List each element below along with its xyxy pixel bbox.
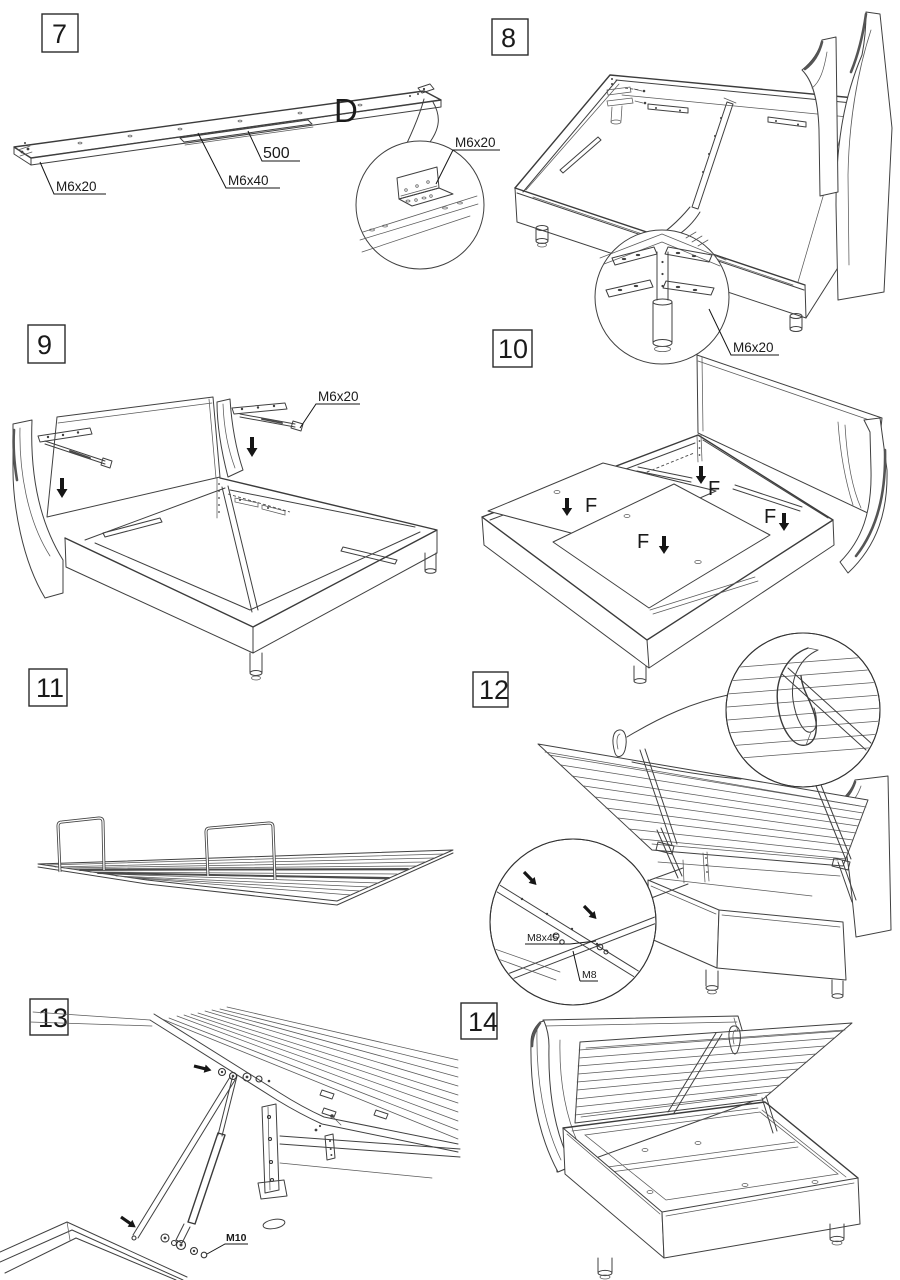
hw-m6x20-left-text: M6x20 [56,179,97,194]
center-rail [222,486,258,612]
panel-letter-f4: F [764,506,777,528]
hw-m8x45-text: M8x45 [527,932,559,944]
bolt-arrow [119,1214,139,1231]
center-support-rail [692,98,736,209]
label-m6x20-left [40,162,106,194]
lift-mechanism-detail [0,1007,460,1280]
hw-m6x20-step9-text: M6x20 [318,389,359,404]
dimension-text: 500 [263,145,290,162]
part-letter-d: D [334,92,358,129]
down-arrow [696,466,706,484]
bolt-arrow [193,1062,212,1075]
down-arrow [247,437,258,457]
beam-d-drawing [14,84,441,165]
step-8 [492,12,892,364]
gas-strut [172,1073,238,1246]
slatted-base-drawing [38,818,453,905]
headboard-wing [217,399,243,477]
label-m10 [207,1232,248,1254]
step-14 [461,1003,860,1279]
lift-strut-right [232,403,303,431]
bed-leg [598,1258,612,1279]
step-14-number: 14 [468,1007,499,1037]
bed-leg [250,653,262,680]
step-13-number: 13 [38,1003,69,1033]
bed-leg [832,980,843,998]
hw-m6x40-text: M6x40 [228,173,269,188]
step-9-number: 9 [37,330,53,360]
side-rail-bar [560,137,601,173]
panel-letter-f1: F [585,495,598,517]
hw-m6x20-step8-text: M6x20 [733,340,774,355]
step-9 [13,325,437,680]
panel-letter-f2: F [708,478,721,500]
hinge-bracket [258,1104,287,1199]
step-13 [0,999,460,1280]
hw-m8-text: M8 [582,969,597,981]
label-m6x20-step9 [300,389,360,428]
step-10-number: 10 [498,334,529,364]
bed-frame-with-headboard [13,397,437,680]
step-12-number: 12 [479,675,510,705]
bracket-plate [768,117,806,127]
detail-circle-step7 [356,99,500,269]
hw-m6x20-detail-text: M6x20 [455,135,496,150]
step-11 [29,669,453,905]
panel-letter-f3: F [637,531,650,553]
step-7 [14,14,500,269]
step-11-number: 11 [36,673,65,703]
step-8-number: 8 [501,23,517,53]
headboard-wing-panels [802,12,892,300]
detail-circle-step8 [595,207,779,364]
floor-bar [103,518,162,537]
step-7-number: 7 [52,19,68,49]
hw-m10-text: M10 [226,1232,247,1244]
bed-leg [634,666,646,683]
headboard-panel [697,355,882,515]
assembled-bed-open [531,1016,860,1279]
down-arrow [779,513,789,531]
step-10 [482,330,887,683]
bracket-plate [648,104,688,113]
detail-circle-strap [627,633,881,787]
support-arm [132,1077,235,1240]
bed-leg [706,970,718,994]
step-12 [473,633,891,1005]
label-dimension-500 [248,131,300,162]
